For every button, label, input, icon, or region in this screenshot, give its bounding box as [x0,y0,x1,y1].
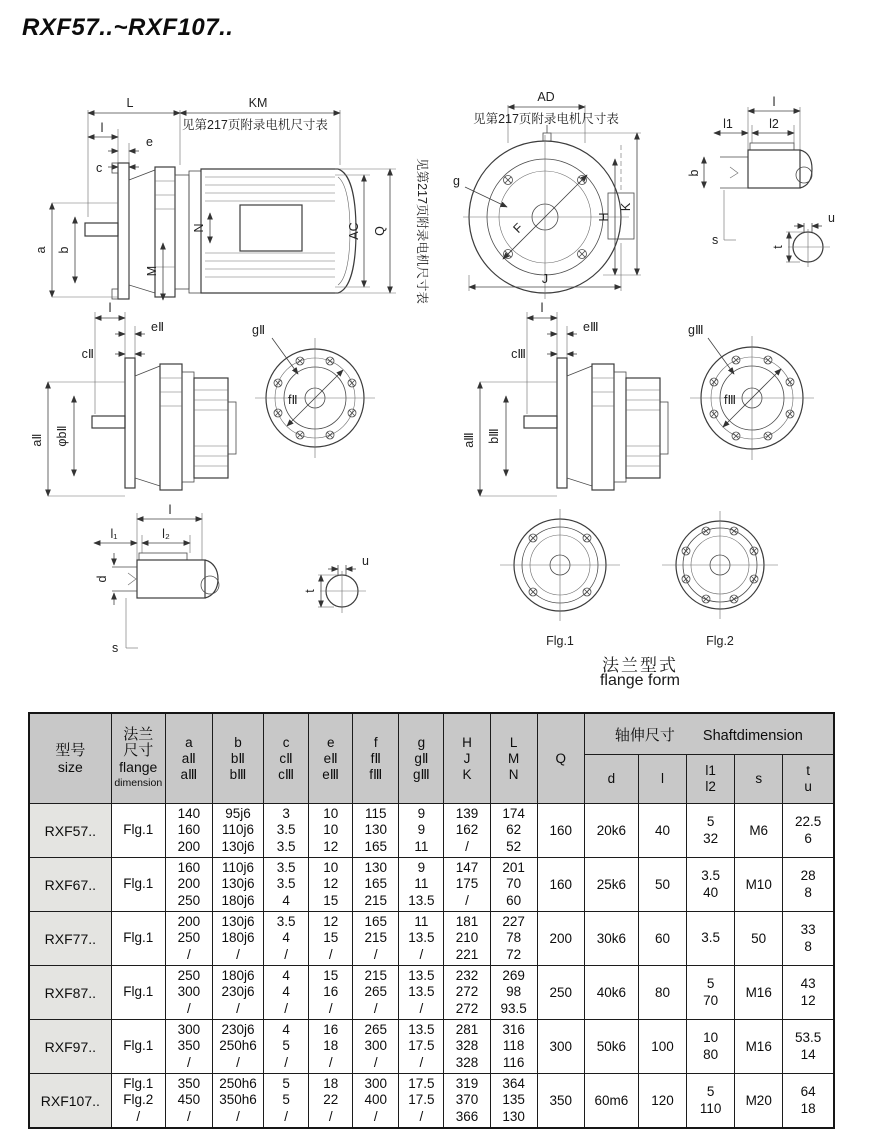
dim-label-t3: t [771,245,785,249]
dim-label-b3v: bⅢ [487,428,501,444]
dim-label-J: J [541,272,549,286]
cell-lmn: 269 98 93.5 [490,966,537,1020]
cell-c: 5 5 / [264,1074,309,1129]
col-header-hjk: H J K [444,713,490,804]
table-header [29,713,834,804]
cell-flange: Flg.1 [111,912,165,966]
cell-l: 60 [638,912,686,966]
table-row [29,1074,834,1129]
cell-e: 15 16 / [309,966,353,1020]
dim-label-l4: l [108,301,112,315]
cell-g: 11 13.5 / [399,912,444,966]
reducer-variant3-drawing [462,298,872,505]
front-view-drawing [445,85,660,297]
dim-label-u3: u [828,211,835,225]
dim-label-l2b: l₂ [162,527,170,541]
cell-d: 60m6 [584,1074,638,1129]
cell-a: 250 300 / [165,966,212,1020]
dim-label-N: N [192,223,206,233]
cell-g: 13.5 17.5 / [399,1020,444,1074]
cell-hjk: 139 162 / [444,804,490,858]
cell-q: 200 [537,912,584,966]
table-row [29,912,834,966]
cell-flange: Flg.1 [111,966,165,1020]
dim-label-e3: eⅢ [583,320,599,334]
cell-l: 80 [638,966,686,1020]
flange-form-caption-cn: 法兰型式 [602,656,678,675]
col-header-tu: t u [783,755,834,804]
cell-b: 130j6 180j6 / [212,912,263,966]
col-header-q: Q [537,713,584,804]
col-header-b: b bⅡ bⅢ [212,713,263,804]
flange2-label: Flg.2 [706,634,734,648]
cell-lmn: 174 62 52 [490,804,537,858]
cell-d: 30k6 [584,912,638,966]
cell-g: 17.5 17.5 / [399,1074,444,1129]
dim-label-e2: eⅡ [151,320,165,334]
col-header-s: s [735,755,783,804]
col-header-e: e eⅡ eⅢ [309,713,353,804]
col-header-a: a aⅡ aⅢ [165,713,212,804]
cell-e: 18 22 / [309,1074,353,1129]
motor-note: 见第217页附录电机尺寸表 [182,118,328,132]
dim-label-F: F [510,220,526,236]
cell-c: 3 3.5 3.5 [264,804,309,858]
cell-hjk: 232 272 272 [444,966,490,1020]
cell-c: 3.5 3.5 4 [264,858,309,912]
dim-label-b3: b [687,169,701,177]
cell-g: 13.5 13.5 / [399,966,444,1020]
cell-f: 115 130 165 [353,804,399,858]
col-header-c: c cⅡ cⅢ [264,713,309,804]
cell-l1l2: 5 32 [687,804,735,858]
col-header-g: g gⅡ gⅢ [399,713,444,804]
cell-l1l2: 10 80 [687,1020,735,1074]
motor-note-front: 见第217页附录电机尺寸表 [473,112,619,126]
cell-f: 130 165 215 [353,858,399,912]
cell-q: 250 [537,966,584,1020]
cell-a: 160 200 250 [165,858,212,912]
cell-s: M20 [735,1074,783,1129]
cell-l1l2: 3.5 40 [687,858,735,912]
reducer-variant2-drawing [30,298,440,505]
cell-f: 300 400 / [353,1074,399,1129]
dim-label-l: l [100,121,104,135]
cell-f: 165 215 / [353,912,399,966]
dim-label-K: K [619,202,633,212]
dimension-table [28,712,835,1129]
cell-a: 140 160 200 [165,804,212,858]
cell-e: 10 12 15 [309,858,353,912]
cell-l: 100 [638,1020,686,1074]
dim-label-u6: u [362,554,369,568]
cell-a: 300 350 / [165,1020,212,1074]
col-header-lmn: L M N [490,713,537,804]
cell-hjk: 147 175 / [444,858,490,912]
shaft-dimension-group-header: 轴伸尺寸 Shaftdimension [584,713,834,755]
cell-e: 16 18 / [309,1020,353,1074]
cell-e: 12 15 / [309,912,353,966]
col-header-size: 型号 size [29,713,111,804]
dim-label-AD: AD [537,90,555,104]
motor-note-vertical: 见第217页附录电机尺寸表 [415,158,429,304]
flange-form-caption-en: flange form [599,672,681,689]
cell-tu: 22.5 6 [783,804,834,858]
cell-tu: 33 8 [783,912,834,966]
dim-label-a: a [34,246,48,254]
cell-size: RXF97.. [29,1020,111,1074]
dim-label-c2: cⅡ [81,347,94,361]
dim-label-c3: cⅢ [511,347,526,361]
cell-l1l2: 5 110 [687,1074,735,1129]
table-row [29,804,834,858]
cell-g: 9 9 11 [399,804,444,858]
cell-q: 350 [537,1074,584,1129]
cell-hjk: 281 328 328 [444,1020,490,1074]
cell-lmn: 201 70 60 [490,858,537,912]
dim-label-l1b: l₁ [110,527,118,541]
dim-label-l2: l2 [769,117,779,131]
table-body [29,804,834,1129]
dim-label-g3: gⅢ [688,323,704,337]
cell-l1l2: 3.5 [687,912,735,966]
cell-q: 300 [537,1020,584,1074]
cell-l1l2: 5 70 [687,966,735,1020]
cell-b: 95j6 110j6 130j6 [212,804,263,858]
cell-s: 50 [735,912,783,966]
cell-q: 160 [537,804,584,858]
dim-label-s6: s [112,641,119,655]
dim-label-g2: gⅡ [252,323,266,337]
cell-hjk: 319 370 366 [444,1074,490,1129]
cell-l: 50 [638,858,686,912]
cell-size: RXF57.. [29,804,111,858]
side-view-gearmotor-drawing [30,85,440,303]
cell-lmn: 364 135 130 [490,1074,537,1129]
cell-q: 160 [537,858,584,912]
dim-label-M: M [145,265,159,277]
cell-l: 40 [638,804,686,858]
cell-b: 250h6 350h6 / [212,1074,263,1129]
dim-label-f2: fⅡ [288,393,298,407]
table-row [29,1020,834,1074]
cell-lmn: 316 118 116 [490,1020,537,1074]
dim-label-L: L [126,96,134,110]
cell-hjk: 181 210 221 [444,912,490,966]
cell-size: RXF107.. [29,1074,111,1129]
dim-label-c: c [96,161,103,175]
cell-flange: Flg.1 [111,858,165,912]
cell-s: M16 [735,1020,783,1074]
dim-label-d: d [95,575,109,583]
dim-label-a2: aⅡ [30,433,44,447]
table-row [29,858,834,912]
cell-c: 3.5 4 / [264,912,309,966]
cell-d: 20k6 [584,804,638,858]
dim-label-g: g [453,174,460,188]
col-header-d: d [584,755,638,804]
cell-a: 350 450 / [165,1074,212,1129]
col-header-l1l2: l1 l2 [687,755,735,804]
flange-forms-drawing [478,505,802,650]
cell-f: 215 265 / [353,966,399,1020]
dim-label-a3: aⅢ [462,432,476,448]
cell-b: 230j6 250h6 / [212,1020,263,1074]
flange1-label: Flg.1 [546,634,574,648]
cell-flange: Flg.1 [111,1020,165,1074]
cell-size: RXF67.. [29,858,111,912]
cell-size: RXF87.. [29,966,111,1020]
cell-s: M16 [735,966,783,1020]
cell-d: 25k6 [584,858,638,912]
cell-tu: 64 18 [783,1074,834,1129]
dim-label-e: e [146,135,153,149]
dim-label-l5: l [540,301,544,315]
dim-label-b: b [57,246,71,254]
dim-label-t6: t [303,589,317,593]
cell-b: 180j6 230j6 / [212,966,263,1020]
dim-label-H: H [597,212,611,222]
cell-e: 10 10 12 [309,804,353,858]
cell-c: 4 5 / [264,1020,309,1074]
dim-label-Q: Q [373,226,387,236]
dim-label-AC: AC [347,222,361,240]
col-header-f: f fⅡ fⅢ [353,713,399,804]
cell-tu: 28 8 [783,858,834,912]
col-header-l: l [638,755,686,804]
cell-s: M6 [735,804,783,858]
shaft-detail-top-drawing [687,95,858,285]
cell-s: M10 [735,858,783,912]
dim-label-l6: l [168,503,172,517]
dim-label-l1: l1 [723,117,733,131]
shaft-detail-bottom-drawing [42,503,402,665]
cell-tu: 53.5 14 [783,1020,834,1074]
cell-tu: 43 12 [783,966,834,1020]
cell-flange: Flg.1 [111,804,165,858]
dim-label-b2: φbⅡ [55,425,69,447]
table-row [29,966,834,1020]
cell-f: 265 300 / [353,1020,399,1074]
page-title: RXF57..~RXF107.. [22,14,234,41]
cell-d: 40k6 [584,966,638,1020]
dim-label-l3: l [772,95,776,109]
cell-d: 50k6 [584,1020,638,1074]
cell-flange: Flg.1 Flg.2 / [111,1074,165,1129]
dim-label-s3: s [712,233,719,247]
cell-b: 110j6 130j6 180j6 [212,858,263,912]
dim-label-KM: KM [248,96,268,110]
cell-g: 9 11 13.5 [399,858,444,912]
col-header-flange: 法兰 尺寸 flange dimension [111,713,165,804]
cell-size: RXF77.. [29,912,111,966]
cell-lmn: 227 78 72 [490,912,537,966]
dim-label-f3: fⅢ [724,393,737,407]
cell-a: 200 250 / [165,912,212,966]
cell-l: 120 [638,1074,686,1129]
cell-c: 4 4 / [264,966,309,1020]
